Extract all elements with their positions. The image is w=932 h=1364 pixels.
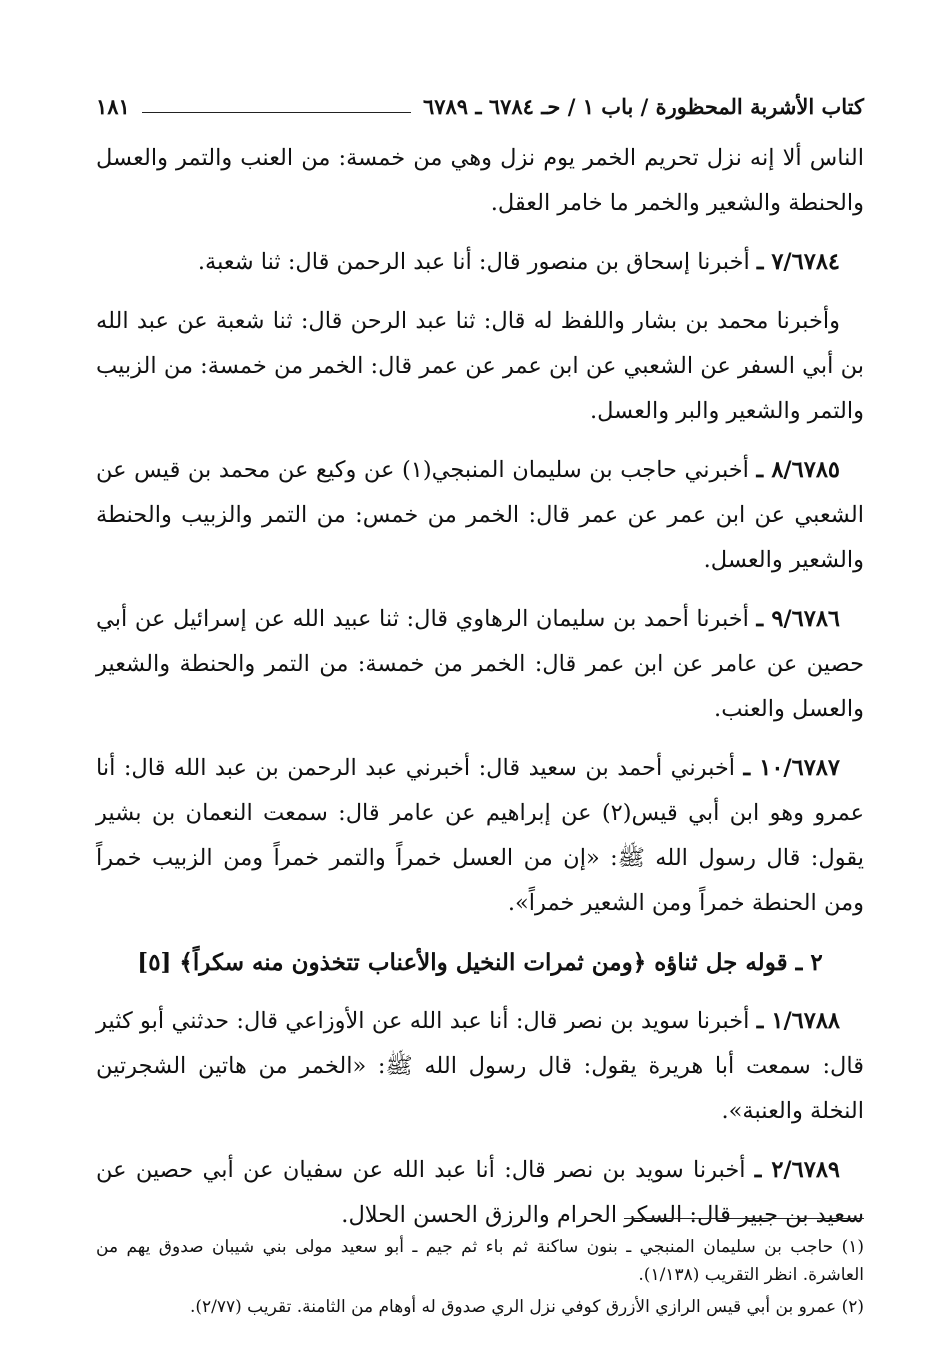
hadith-text: أخبرني حاجب بن سليمان المنبجي(١) عن وكيع عن محمد بن قيس عن الشعبي عن ابن عمر عن عمر قال: الخمر من خمس: من التمر والزبيب والحنطة والشعير والعسل.: [96, 457, 864, 573]
hadith-number: ٢/٦٧٨٩ ـ: [754, 1157, 840, 1183]
hadith-text: أخبرني أحمد بن سعيد قال: أخبرني عبد الرحمن بن عبد الله قال: أنا عمرو وهو ابن أبي قيس(٢) عن إبراهيم عن عامر قال: سمعت النعمان بن بشير يقول: قال رسول الله ﷺ: «إن من العسل خمراً والتمر خمراً ومن الزبيب خمراً ومن الحنطة خمراً ومن الشعير خمراً».: [96, 755, 864, 916]
hadith-number: ١/٦٧٨٨ ـ: [756, 1008, 841, 1034]
hadith-number: ٧/٦٧٨٤ ـ: [756, 249, 840, 275]
hadith-paragraph: [96, 597, 864, 732]
page-number: ١٨١: [96, 93, 130, 119]
footnotes: [96, 1218, 864, 1325]
chapter-heading: [96, 940, 864, 985]
footnote-rule: [624, 1218, 864, 1219]
hadith-number: ١٠/٦٧٨٧ ـ: [743, 755, 840, 781]
hadith-paragraph: [96, 999, 864, 1134]
chapter-heading-text: ٢ ـ قوله جل ثناؤه ﴿ومن ثمرات النخيل والأعناب تتخذون منه سكراً﴾ [٥]: [137, 949, 823, 976]
header-rule: [142, 112, 411, 113]
paragraph: [96, 136, 864, 226]
hadith-text: أخبرنا أحمد بن سليمان الرهاوي قال: ثنا عبيد الله عن إسرائيل عن أبي حصين عن عامر عن ابن عمر قال: الخمر من خمسة: من التمر والحنطة والشعير والعسل والعنب.: [96, 606, 864, 722]
hadith-text: أخبرنا سويد بن نصر قال: أنا عبد الله عن سفيان عن أبي حصين عن سعيد بن جبير قال: السكر الحرام والرزق الحسن الحلال.: [96, 1157, 864, 1228]
footnote: (١) حاجب بن سليمان المنبجي ـ بنون ساكنة ثم باء ثم جيم ـ أبو سعيد مولى بني شيبان صدوق يهم من العاشرة. انظر التقريب (١/١٣٨).: [96, 1237, 864, 1285]
hadith-paragraph: [96, 448, 864, 583]
hadith-paragraph: [96, 240, 864, 285]
hadith-number: ٨/٦٧٨٥ ـ: [756, 457, 840, 483]
running-header: [96, 88, 864, 124]
paragraph-text: وأخبرنا محمد بن بشار واللفظ له قال: ثنا عبد الرحن قال: ثنا شعبة عن عبد الله بن أبي السفر عن الشعبي عن ابن عمر عن عمر قال: الخمر من خمسة: من الزبيب والتمر والشعير والبر والعسل.: [96, 308, 864, 424]
hadith-text: أخبرنا سويد بن نصر قال: أنا عبد الله عن الأوزاعي قال: حدثني أبو كثير قال: سمعت أبا هريرة يقول: قال رسول الله ﷺ: «الخمر من هاتين الشجرتين النخلة والعنبة».: [96, 1008, 864, 1124]
paragraph-text: الناس ألا إنه نزل تحريم الخمر يوم نزل وهي من خمسة: من العنب والتمر والعسل والحنطة والشعير والخمر ما خامر العقل.: [96, 145, 864, 216]
paragraph: [96, 299, 864, 434]
footnote: (٢) عمرو بن أبي قيس الرازي الأزرق كوفي نزل الري صدوق له أوهام من الثامنة. تقريب (٢/٧٧).: [189, 1297, 864, 1317]
header-title: كتاب الأشربة المحظورة / باب ١ / حـ ٦٧٨٤ ـ ٦٧٨٩: [422, 93, 864, 119]
hadith-number: ٩/٦٧٨٦ ـ: [756, 606, 840, 632]
main-text: [96, 136, 864, 1252]
hadith-text: أخبرنا إسحاق بن منصور قال: أنا عبد الرحمن قال: ثنا شعبة.: [197, 249, 750, 275]
hadith-paragraph: [96, 746, 864, 926]
